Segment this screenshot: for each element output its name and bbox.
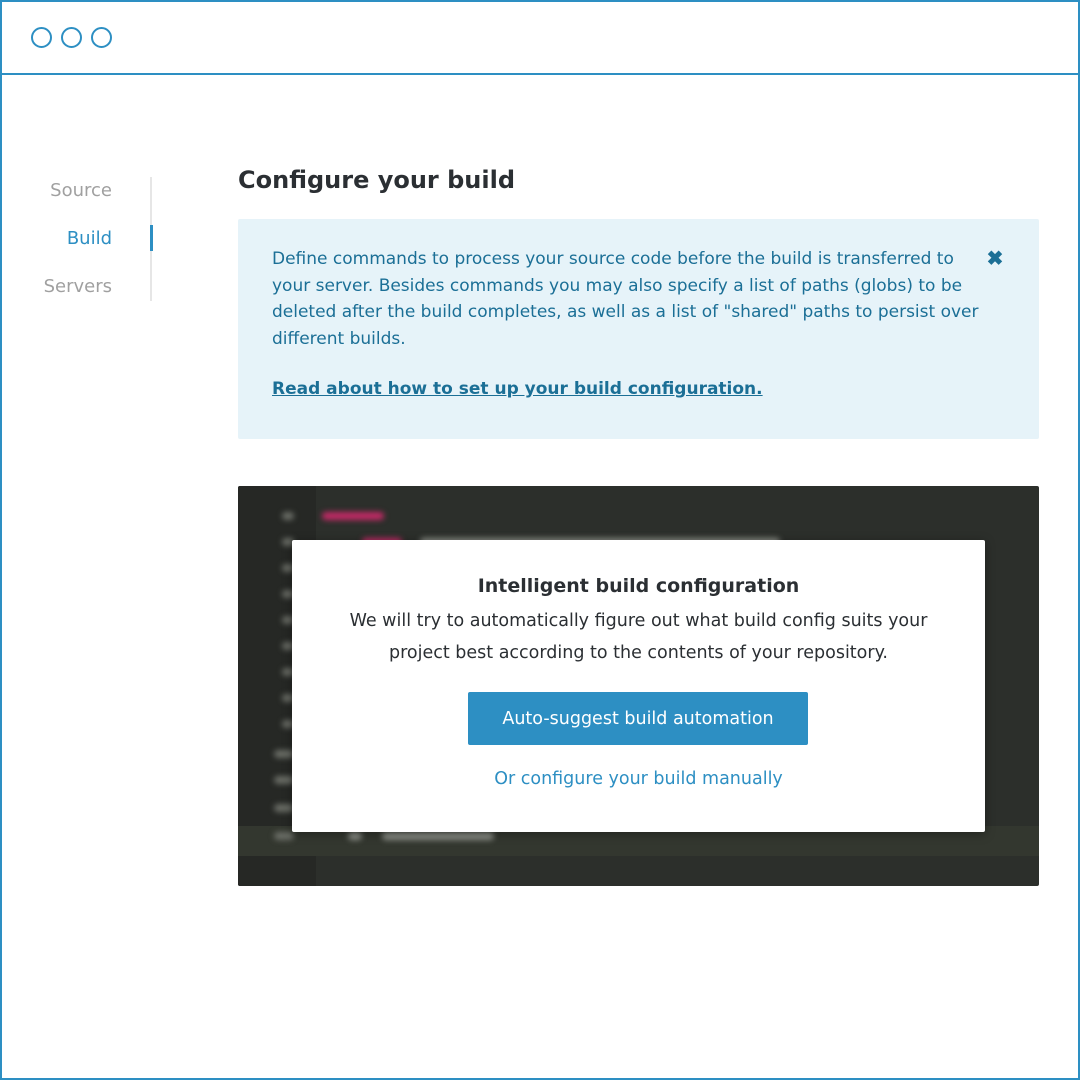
info-text: Define commands to process your source code before the build is transferred to your server. Besides commands you may also specify a list of paths (globs) to be deleted after the build completes, as well as a list of "shared" paths to persist over different builds. [272, 249, 979, 349]
configure-manually-link[interactable]: Or configure your build manually [494, 769, 783, 789]
window-dot-icon[interactable] [91, 27, 112, 48]
active-step-indicator [150, 225, 153, 251]
window-dot-icon[interactable] [31, 27, 52, 48]
docs-link[interactable]: Read about how to set up your build configuration. [272, 379, 763, 399]
page-title: Configure your build [238, 166, 516, 194]
sidebar-item-source[interactable]: Source [50, 180, 112, 201]
modal-title: Intelligent build configuration [477, 575, 800, 597]
build-config-modal [292, 540, 985, 832]
title-bar [2, 2, 1078, 75]
modal-description: We will try to automatically figure out what build config suits your project best according to the contents of your repository. [349, 611, 928, 663]
step-sidebar [2, 177, 154, 301]
info-box [238, 219, 1039, 439]
sidebar-item-build[interactable]: Build [66, 228, 112, 249]
sidebar-item-servers[interactable]: Servers [43, 276, 112, 297]
window-dot-icon[interactable] [61, 27, 82, 48]
close-icon[interactable]: ✖ [986, 248, 1004, 270]
auto-suggest-button[interactable]: Auto-suggest build automation [468, 692, 808, 745]
